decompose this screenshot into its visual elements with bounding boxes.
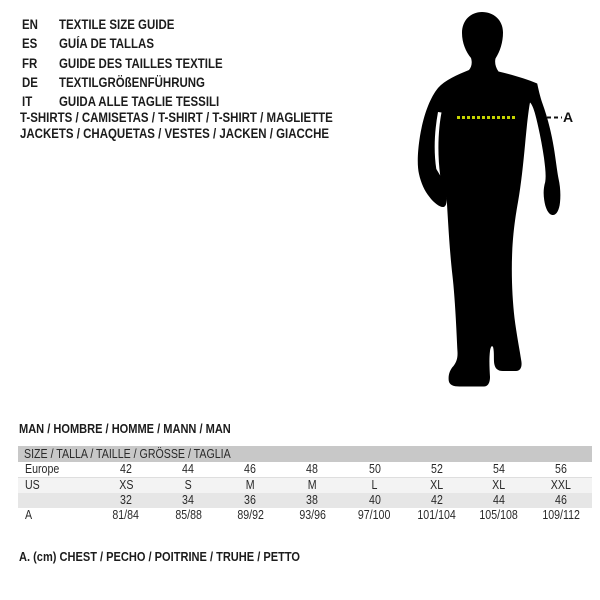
- size-value: 56: [555, 462, 567, 476]
- size-value: L: [371, 478, 378, 492]
- size-value: 34: [182, 493, 195, 507]
- size-value: M: [308, 478, 317, 492]
- size-value: 93/96: [299, 508, 326, 522]
- size-value: 44: [492, 493, 505, 507]
- size-value: 52: [430, 462, 443, 476]
- size-value: 81/84: [112, 508, 140, 522]
- table-cell: [468, 493, 530, 508]
- table-cell: [219, 462, 281, 477]
- language-label: GUIDE DES TAILLES TEXTILE: [59, 55, 223, 71]
- table-cell: [530, 478, 592, 493]
- table-cell: [530, 493, 592, 508]
- table-cell: [18, 478, 95, 493]
- row-label: US: [25, 478, 40, 492]
- language-row-en: [22, 15, 252, 34]
- size-value: 46: [555, 493, 567, 507]
- table-cell: [281, 478, 343, 493]
- table-cell: [344, 508, 406, 523]
- size-table-header: [18, 446, 592, 462]
- size-value: 44: [182, 462, 195, 476]
- table-row-us: [18, 478, 592, 493]
- section-title-man: MAN / HOMBRE / HOMME / MANN / MAN: [19, 421, 231, 436]
- language-row-de: [22, 73, 252, 92]
- table-cell: [530, 508, 592, 523]
- table-cell: [344, 493, 406, 508]
- man-silhouette: [390, 0, 600, 400]
- table-cell: [18, 462, 95, 477]
- table-cell: [157, 508, 219, 523]
- row-label: Europe: [25, 462, 60, 476]
- table-row-us-numeric: [18, 493, 592, 508]
- table-row-chest-cm: [18, 508, 592, 523]
- table-cell: [406, 462, 468, 477]
- table-cell: [530, 462, 592, 477]
- table-cell: [406, 508, 468, 523]
- size-value: 32: [120, 493, 132, 507]
- table-row-europe: [18, 462, 592, 478]
- table-cell: [281, 493, 343, 508]
- size-value: S: [184, 478, 192, 492]
- language-label: TEXTILGRÖßENFÜHRUNG: [59, 74, 205, 90]
- measure-label-a: A: [563, 109, 574, 125]
- category-line-tshirts: T-SHIRTS / CAMISETAS / T-SHIRT / T-SHIRT / MAGLIETTE: [20, 110, 333, 125]
- size-value: 42: [430, 493, 443, 507]
- table-cell: [95, 462, 157, 477]
- size-table: [18, 446, 592, 523]
- table-cell: [219, 478, 281, 493]
- table-cell: [18, 493, 95, 508]
- language-label: TEXTILE SIZE GUIDE: [59, 17, 175, 32]
- size-value: XL: [430, 478, 444, 492]
- language-row-es: [22, 34, 252, 53]
- table-cell: [344, 462, 406, 477]
- table-cell: [344, 478, 406, 493]
- table-cell: [95, 478, 157, 493]
- size-value: 36: [244, 493, 257, 507]
- language-label: GUÍA DE TALLAS: [59, 36, 154, 52]
- size-value: XS: [118, 478, 134, 492]
- table-cell: [219, 508, 281, 523]
- size-value: 46: [244, 462, 257, 476]
- size-value: 54: [492, 462, 505, 476]
- table-cell: [281, 462, 343, 477]
- size-value: 50: [368, 462, 381, 476]
- language-code: FR: [22, 55, 38, 71]
- size-value: 38: [306, 493, 319, 507]
- language-row-it: [22, 92, 252, 111]
- silhouette-body: [418, 12, 561, 387]
- size-value: 89/92: [237, 508, 264, 522]
- category-line-jackets: JACKETS / CHAQUETAS / VESTES / JACKEN / GIACCHE: [20, 125, 330, 141]
- table-cell: [157, 462, 219, 477]
- language-code: IT: [22, 94, 33, 110]
- table-cell: [281, 508, 343, 523]
- table-cell: [157, 493, 219, 508]
- language-code: ES: [22, 36, 38, 52]
- measurement-footnote: A. (cm) CHEST / PECHO / POITRINE / TRUHE / PETTO: [19, 549, 300, 564]
- size-table-header-label: SIZE / TALLA / TAILLE / GRÖSSE / TAGLIA: [24, 447, 231, 461]
- garment-categories: [20, 110, 388, 141]
- size-value: XXL: [550, 478, 571, 492]
- size-value: 42: [120, 462, 132, 476]
- language-label: GUIDA ALLE TAGLIE TESSILI: [59, 94, 220, 110]
- size-value: 40: [368, 493, 381, 507]
- size-value: M: [245, 478, 255, 492]
- size-value: XL: [492, 478, 506, 492]
- language-code: DE: [22, 74, 38, 90]
- table-cell: [219, 493, 281, 508]
- table-cell: [95, 508, 157, 523]
- table-cell: [157, 478, 219, 493]
- table-cell: [406, 493, 468, 508]
- size-value: 101/104: [417, 508, 456, 522]
- size-value: 109/112: [542, 508, 580, 522]
- size-value: 48: [306, 462, 319, 476]
- row-label: A: [25, 508, 33, 522]
- size-value: 85/88: [174, 508, 202, 522]
- table-cell: [468, 478, 530, 493]
- table-cell: [18, 508, 95, 523]
- language-code: EN: [22, 17, 38, 32]
- language-list: [22, 15, 252, 111]
- language-row-fr: [22, 54, 252, 73]
- table-cell: [406, 478, 468, 493]
- table-cell: [468, 508, 530, 523]
- table-cell: [95, 493, 157, 508]
- size-value: 105/108: [479, 508, 519, 522]
- table-cell: [468, 462, 530, 477]
- size-value: 97/100: [358, 508, 391, 522]
